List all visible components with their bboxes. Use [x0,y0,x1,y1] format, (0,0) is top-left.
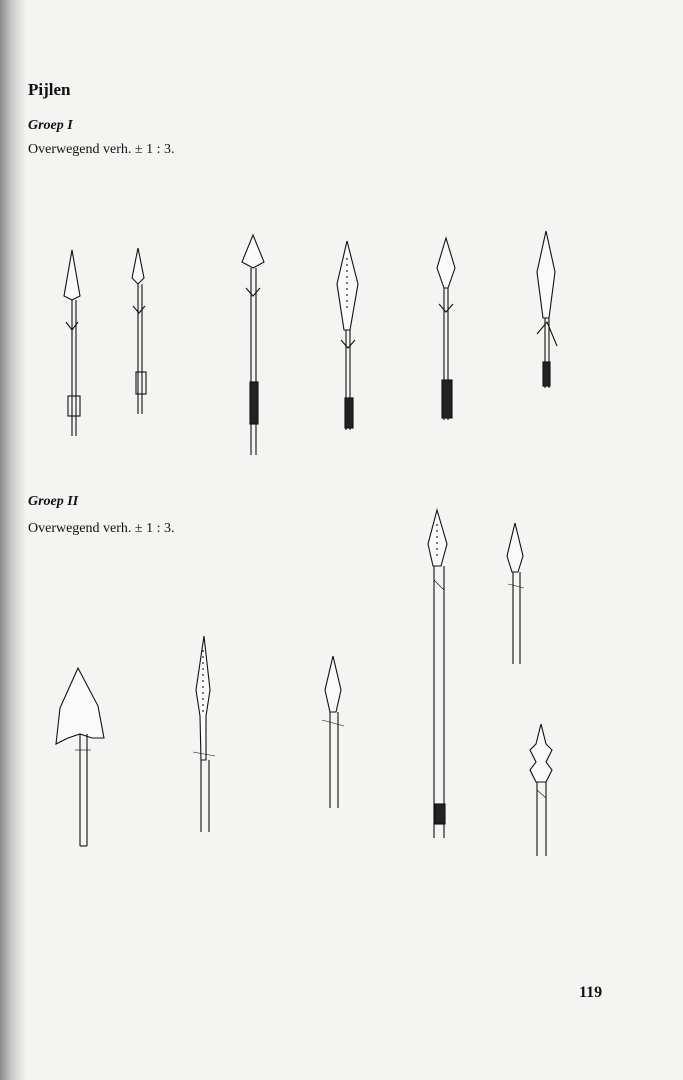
arrow-illustration [428,510,447,838]
arrow-illustration [322,656,344,808]
arrow-illustration [56,668,104,846]
arrow-illustration [337,241,358,430]
page-number: 119 [579,984,603,1001]
arrow-illustration [537,231,557,388]
group-2-scale-note: Overwegend verh. ± 1 : 3. [28,521,175,536]
arrow-illustration [437,238,455,420]
arrow-illustration [193,636,215,832]
arrow-illustration [64,250,80,436]
group-1-scale-note: Overwegend verh. ± 1 : 3. [28,142,175,157]
arrow-illustration [242,235,264,455]
group-1-heading: Groep I [28,118,73,133]
page-title: Pijlen [28,80,71,99]
arrow-illustration [530,724,552,856]
arrow-illustration [132,248,146,414]
arrow-illustration [507,523,524,664]
group-2-heading: Groep II [28,494,79,509]
